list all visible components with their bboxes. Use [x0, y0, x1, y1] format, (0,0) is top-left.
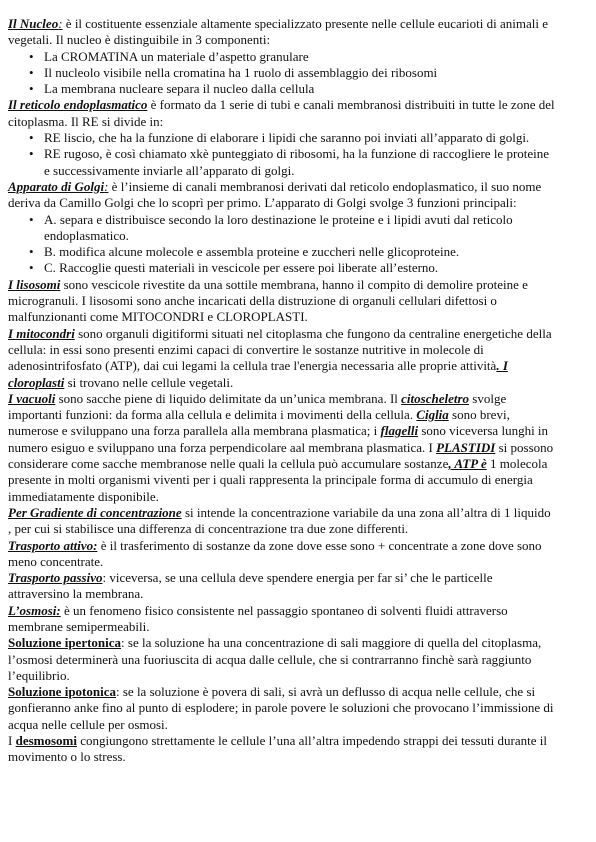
paragraph-desmosomi — [8, 733, 556, 766]
text-flagelli: sono viceversa lunghi in numero esiguo e sviluppano una forza perpendicolare aal membrana plasmatica. I — [8, 423, 549, 455]
text-reticolo: è formato da 1 serie di tubi e canali membranosi distribuiti in tutte le zone del citoplasma. Il RE si divide in: — [8, 97, 555, 129]
term-golgi: Apparato di Golgi — [8, 178, 105, 194]
term-desmosomi: desmosomi — [15, 733, 77, 749]
paragraph-ipertonica — [8, 635, 556, 684]
term-reticolo: Il reticolo endoplasmatico — [8, 97, 148, 113]
paragraph-ipotonica — [8, 684, 556, 733]
term-ciglia: Ciglia — [416, 407, 449, 423]
text-ciglia: sono brevi, numerose e sviluppano una forza parallela alla membrana plasmatica; i — [8, 407, 510, 439]
list-item: • C. Raccoglie questi materiali in vescicole per essere poi liberate all’esterno. — [44, 260, 556, 276]
paragraph-gradiente — [8, 505, 556, 538]
term-flagelli: flagelli — [380, 423, 419, 439]
text-ipertonica: : se la soluzione ha una concentrazione di sali maggiore di quella del citoplasma, l’osmosi determinerà una fuoriuscita di acqua dalle cellule, che si contrarranno finchè sarà raggiunto l’equilibrio. — [8, 635, 542, 683]
paragraph-trasporto-passivo — [8, 570, 556, 603]
paragraph-osmosi — [8, 603, 556, 636]
text-cloroplasti: si trovano nelle cellule vegetali. — [64, 374, 234, 390]
term-lisosomi: I lisosomi — [8, 276, 61, 292]
term-nucleo-colon: : — [58, 16, 63, 31]
text-osmosi: è un fenomeno fisico consistente nel passaggio spontaneo di solventi fluidi attraverso membrane semipermeabili. — [8, 602, 508, 634]
paragraph-golgi — [8, 179, 556, 212]
list-item: • RE rugoso, è così chiamato xkè punteggiato di ribosomi, ha la funzione di raccogliere le proteine e successivamente inviarle all’apparato di golgi. — [44, 146, 556, 179]
term-gradiente: Per Gradiente di concentrazione — [8, 504, 182, 520]
term-ipertonica: Soluzione ipertonica — [8, 635, 122, 651]
text-desmosomi: congiungono strettamente le cellule l’una all’altra impedendo strappi dei tessuti durante il movimento o lo stress. — [8, 733, 548, 765]
term-cloroplasti: . I cloroplasti — [8, 358, 508, 390]
text-trasporto-attivo: è il trasferimento di sostanze da zone dove esse sono + concentrate a zone dove sono meno concentrate. — [8, 537, 542, 569]
list-item: • La membrana nucleare separa il nucleo dalla cellula — [44, 81, 556, 97]
term-trasporto-passivo: Trasporto passivo — [8, 570, 103, 586]
text-lisosomi: sono vescicole rivestite da una sottile membrana, hanno il compito di demolire proteine e microgranuli. I lisosomi sono anche incaricati della distruzione di organuli cellulari difettosi o malfunzionanti come MITOCONDRI e CLOROPLASTI. — [8, 276, 528, 325]
text-gradiente: si intende la concentrazione variabile da una zona all’altra di 1 liquido , per cui si stabilisce una differenza di concentrazione tra due zone differenti. — [8, 504, 551, 537]
term-atp: , ATP è — [448, 456, 487, 472]
paragraph-reticolo — [8, 97, 556, 130]
list-item: • La CROMATINA un materiale d’aspetto granulare — [44, 49, 556, 65]
list-item: • B. modifica alcune molecole e assembla proteine e zuccheri nelle glicoproteine. — [44, 244, 556, 260]
list-item: • Il nucleolo visibile nella cromatina ha 1 ruolo di assemblaggio dei ribosomi — [44, 65, 556, 81]
paragraph-vacuoli — [8, 391, 556, 505]
term-vacuoli: I vacuoli — [8, 390, 56, 406]
paragraph-trasporto-attivo — [8, 538, 556, 571]
list-item: • RE liscio, che ha la funzione di elaborare i lipidi che saranno poi inviati all’apparato di golgi. — [44, 130, 556, 146]
text-mitocondri: sono organuli digitiformi situati nel citoplasma che fungono da centraline energetiche della cellula: in essi sono presenti enzimi capaci di convertire le sostanze nutritive in molecole di adenosintrifosfato (ATP), dai cui legami la cellula trae l'energia necessaria alle proprie attività — [8, 325, 552, 374]
text-plastidi: si possono considerare come sacche membranose nelle quali la cellula può accumulare sostanze — [8, 439, 554, 472]
text-citoscheletro: svolge importanti funzioni: da forma alla cellula e delimita i movimenti della cellula. — [8, 390, 507, 423]
text-trasporto-passivo: : viceversa, se una cellula deve spendere energia per far si’ che le particelle attraversino la membrana. — [8, 570, 493, 602]
list-nucleo — [8, 49, 556, 98]
term-nucleo: Il Nucleo — [8, 16, 59, 31]
term-plastidi: PLASTIDI — [436, 439, 496, 455]
paragraph-lisosomi — [8, 277, 556, 326]
text-atp: 1 molecola presente in molti organismi viventi per i quali rappresenta la principale forma di accumulo di energia immediatamente disponibile. — [8, 456, 548, 504]
term-trasporto-attivo: Trasporto attivo: — [8, 537, 98, 553]
term-citoscheletro: citoscheletro — [401, 390, 470, 406]
paragraph-nucleo — [8, 16, 556, 49]
text-vacuoli: sono sacche piene di liquido delimitate da un’unica membrana. Il — [55, 390, 402, 406]
prefix-desmosomi: I — [8, 733, 16, 749]
text-golgi: è l’insieme di canali membranosi derivati dal reticolo endoplasmatico, il suo nome deriva da Camillo Golgi che lo scoprì per primo. L’apparato di Golgi svolge 3 funzioni principali: — [8, 178, 542, 211]
term-osmosi: L’osmosi: — [8, 602, 61, 618]
paragraph-mitocondri — [8, 326, 556, 391]
term-mitocondri: I mitocondri — [8, 325, 75, 341]
list-item: • A. separa e distribuisce secondo la loro destinazione le proteine e i lipidi avuti dal reticolo endoplasmatico. — [44, 212, 556, 245]
list-golgi — [8, 212, 556, 277]
list-reticolo — [8, 130, 556, 179]
term-ipotonica: Soluzione ipotonica — [8, 684, 116, 700]
text-ipotonica: : se la soluzione è povera di sali, si avrà un deflusso di acqua nelle cellule, che si gonfieranno anke fino al punto di esplodere; in parole povere le soluzioni che provocano l’immissione di acqua nelle cellule per osmosi. — [8, 684, 554, 732]
text-nucleo: è il costituente essenziale altamente specializzato presente nelle cellule eucarioti di animali e vegetali. Il nucleo è distinguibile in 3 componenti: — [8, 16, 549, 48]
term-golgi-colon: : — [104, 178, 109, 194]
